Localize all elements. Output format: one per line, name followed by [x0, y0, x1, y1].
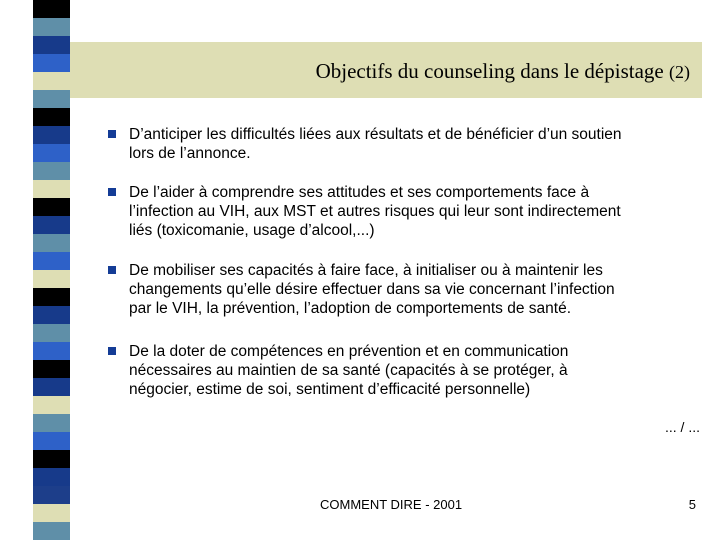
bullet-line: l’infection au VIH, aux MST et autres risques qui leur sont indirectement	[129, 203, 621, 220]
stripe-block	[33, 270, 70, 288]
stripe-block	[33, 522, 70, 540]
stripe-block	[33, 90, 70, 108]
stripe-block	[33, 288, 70, 306]
page-number: 5	[688, 497, 696, 512]
stripe-block	[33, 108, 70, 126]
footer-text: COMMENT DIRE - 2001	[320, 497, 463, 512]
slide-title	[316, 59, 690, 84]
stripe-block	[33, 414, 70, 432]
bullet-line: liés (toxicomanie, usage d’alcool,...)	[129, 222, 375, 239]
stripe-block	[33, 72, 70, 90]
stripe-block	[33, 396, 70, 414]
stripe-block	[33, 126, 70, 144]
bullet-square-icon	[108, 188, 116, 196]
bullet-line: nécessaires au maintien de sa santé (capacités à se protéger, à	[129, 362, 568, 379]
bullet-text	[129, 261, 704, 318]
bullet-line: De la doter de compétences en prévention et en communication	[129, 343, 569, 360]
stripe-block	[33, 486, 70, 504]
decorative-stripe	[0, 0, 70, 540]
bullet-square-icon	[108, 347, 116, 355]
bullet-line: De l’aider à comprendre ses attitudes et ses comportements face à	[129, 184, 590, 201]
stripe-block	[33, 180, 70, 198]
title-bar	[70, 42, 702, 98]
stripe-block	[33, 504, 70, 522]
stripe-block	[33, 378, 70, 396]
bullet-line: lors de l’annonce.	[129, 145, 251, 162]
bullet-square-icon	[108, 266, 116, 274]
bullet-text	[129, 183, 704, 240]
continuation-marker: ... / ...	[664, 419, 700, 435]
bullet-line: D’anticiper les difficultés liées aux résultats et de bénéficier d’un soutien	[129, 126, 622, 143]
stripe-block	[33, 234, 70, 252]
stripe-block	[33, 432, 70, 450]
stripe-block	[33, 468, 70, 486]
stripe-block	[33, 450, 70, 468]
bullet-line: par le VIH, la prévention, l’adoption de comportements de santé.	[129, 300, 572, 317]
stripe-block	[33, 198, 70, 216]
bullet-line: changements qu’elle désire effectuer dans sa vie concernant l’infection	[129, 281, 615, 298]
bullet-square-icon	[108, 130, 116, 138]
stripe-block	[33, 0, 70, 18]
bullet-text	[129, 125, 704, 163]
slide-title-suffix: (2)	[669, 62, 690, 82]
stripe-block	[33, 162, 70, 180]
bullet-line: De mobiliser ses capacités à faire face, à initialiser ou à maintenir les	[129, 262, 603, 279]
stripe-block	[33, 324, 70, 342]
stripe-block	[33, 252, 70, 270]
slide-title-text: Objectifs du counseling dans le dépistage	[315, 59, 664, 83]
bullet-text	[129, 342, 704, 399]
stripe-block	[33, 54, 70, 72]
stripe-block	[33, 144, 70, 162]
stripe-block	[33, 18, 70, 36]
stripe-block	[33, 360, 70, 378]
stripe-block	[33, 306, 70, 324]
stripe-block	[33, 36, 70, 54]
stripe-block	[33, 342, 70, 360]
stripe-block	[33, 216, 70, 234]
bullet-line: négocier, estime de soi, sentiment d’efficacité personnelle)	[129, 381, 531, 398]
